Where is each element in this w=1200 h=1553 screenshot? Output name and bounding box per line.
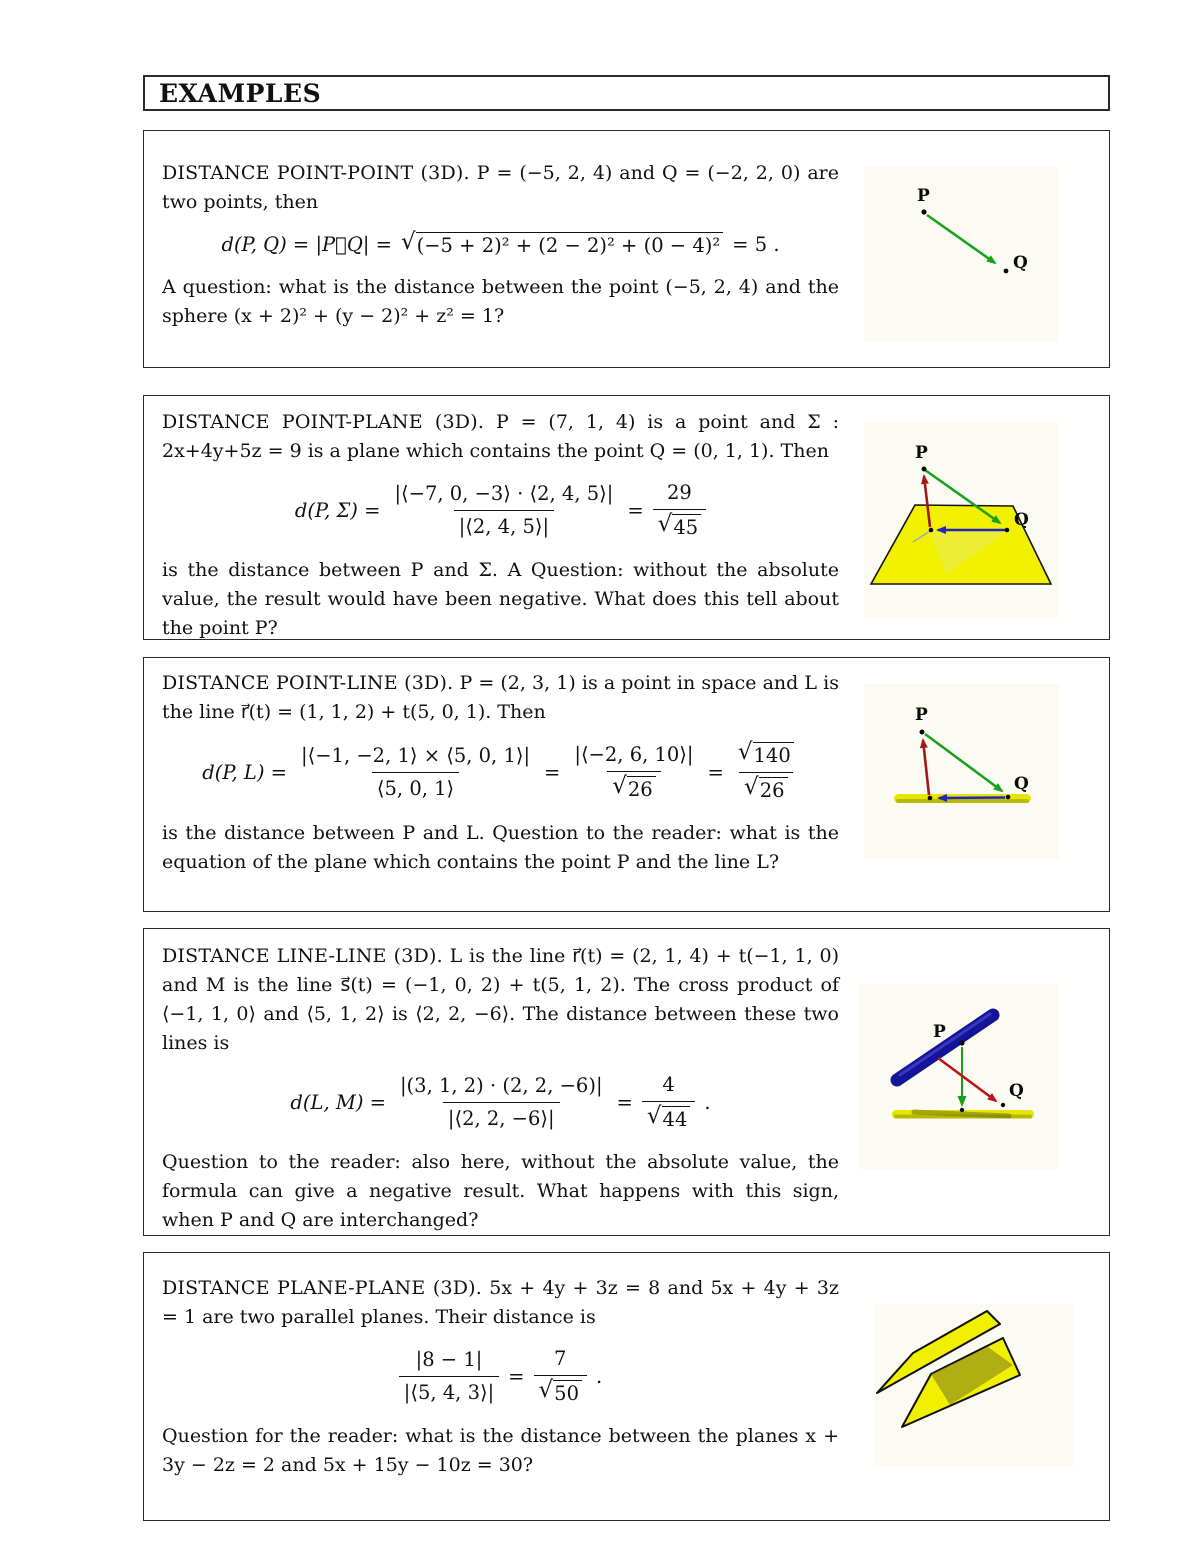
section-point-plane (143, 395, 1110, 640)
point-p-dot (959, 1040, 964, 1045)
point-p-dot (920, 730, 925, 735)
section-heading: DISTANCE POINT-POINT (3D). (162, 162, 470, 184)
foot-dot (960, 1108, 964, 1112)
denominator (607, 771, 660, 802)
section-outro: Question for the reader: what is the distance between the planes x + 3y − 2z = 2 and 5x + 15y − 10z = 30? (162, 1424, 839, 1476)
radicand: 140 (753, 742, 794, 768)
foot-dot (928, 796, 933, 801)
fraction (534, 1347, 587, 1407)
section-outro: is the distance between P and Σ. A Question: without the absolute value, the result would have been negative. What does this tell about the point P? (162, 558, 839, 639)
section-paragraph (162, 159, 839, 217)
formula-tail: . (704, 1090, 711, 1114)
fraction (642, 1073, 695, 1133)
denominator (653, 509, 706, 540)
fraction (653, 481, 706, 541)
section-intro: P = (−5, 2, 4) and Q = (−2, 2, 0) are two points, then (162, 162, 839, 213)
formula-plane-plane (162, 1347, 839, 1407)
figure-point-line (864, 684, 1059, 863)
denominator: |⟨2, 2, −6⟩| (443, 1102, 560, 1131)
section-outro: Question to the reader: also here, without the absolute value, the formula can give a negative result. What happens with this sign, when P and Q are interchanged? (162, 1150, 839, 1231)
equals-sign: = (707, 760, 724, 784)
section-text (162, 159, 839, 331)
projection-arrow (939, 798, 1005, 799)
formula-lhs: d(P, L) = (202, 760, 288, 784)
numerator: 4 (662, 1073, 675, 1096)
figure-background (864, 167, 1059, 342)
label-q: Q (1014, 510, 1029, 530)
figure-plane-plane (874, 1304, 1074, 1478)
examples-header-box (143, 75, 1110, 111)
label-p: P (915, 705, 928, 725)
section-intro: P = (2, 3, 1) is a point in space and L is the line r⃗(t) = (1, 1, 2) + t(5, 0, 1). Then (162, 672, 839, 723)
numerator: |8 − 1| (415, 1348, 483, 1371)
radicand: 26 (759, 777, 788, 803)
line-rod-shade (896, 799, 1029, 803)
section-text (162, 408, 839, 643)
point-q-dot (1006, 795, 1011, 800)
fraction (399, 1348, 499, 1406)
section-point-line (143, 657, 1110, 912)
label-p: P (915, 443, 928, 463)
label-p: P (917, 186, 930, 206)
equals-sign: = (627, 498, 644, 522)
formula-point-point (162, 229, 839, 258)
radical-sign: √ (538, 1377, 554, 1404)
square-root (400, 229, 723, 258)
denominator (642, 1101, 695, 1132)
fraction (733, 739, 799, 804)
fraction (389, 482, 618, 540)
numerator: 29 (666, 481, 692, 504)
section-intro: 5x + 4y + 3z = 8 and 5x + 4y + 3z = 1 are two parallel planes. Their distance is (162, 1277, 839, 1328)
figure-point-plane (864, 422, 1059, 622)
formula-line-line (162, 1073, 839, 1133)
section-plane-plane (143, 1252, 1110, 1521)
denominator: |⟨5, 4, 3⟩| (399, 1376, 499, 1405)
fraction (395, 1074, 608, 1132)
section-outro: A question: what is the distance between the point (−5, 2, 4) and the sphere (x + 2)² + (y − 2)² + z² = 1? (162, 276, 839, 328)
section-heading: DISTANCE POINT-PLANE (3D). (162, 411, 485, 433)
radicand: 44 (662, 1106, 691, 1132)
section-paragraph (162, 942, 839, 1058)
formula-lhs: d(P, Σ) = (294, 498, 381, 522)
equals-sign: = (616, 1090, 633, 1114)
point-q-dot (1001, 1103, 1005, 1107)
formula-lhs: d(L, M) = (290, 1090, 386, 1114)
numerator: 7 (554, 1347, 567, 1370)
label-q: Q (1009, 1081, 1024, 1101)
radical-sign: √ (646, 1103, 662, 1130)
denominator (534, 1375, 587, 1406)
section-paragraph (162, 669, 839, 727)
figure-background (859, 984, 1059, 1169)
section-paragraph (162, 408, 839, 466)
section-text (162, 942, 839, 1235)
label-q: Q (1013, 253, 1028, 273)
page-title: EXAMPLES (159, 79, 322, 108)
radical-sign: √ (612, 773, 627, 800)
equals-sign: = (544, 760, 561, 784)
section-line-line (143, 928, 1110, 1236)
figure-point-point (864, 167, 1059, 346)
radicand: (−5 + 2)² + (2 − 2)² + (0 − 4)² (416, 232, 724, 258)
foot-dot (929, 528, 934, 533)
numerator: |⟨−2, 6, 10⟩| (574, 743, 694, 766)
section-heading: DISTANCE POINT-LINE (3D). (162, 672, 454, 694)
radical-sign: √ (744, 774, 759, 801)
formula-point-plane (162, 481, 839, 541)
point-q-dot (1004, 269, 1009, 274)
figure-background (864, 684, 1059, 859)
denominator: |⟨2, 4, 5⟩| (454, 510, 554, 539)
denominator (739, 772, 792, 803)
section-text (162, 1274, 839, 1480)
numerator: |⟨−7, 0, −3⟩ · ⟨2, 4, 5⟩| (394, 482, 614, 505)
fraction (296, 744, 535, 802)
section-paragraph (162, 1274, 839, 1332)
numerator: |(3, 1, 2) · (2, 2, −6)| (399, 1074, 603, 1097)
formula-tail: . (596, 1364, 603, 1388)
label-p: P (933, 1022, 946, 1042)
section-intro: L is the line r⃗(t) = (2, 1, 4) + t(−1, 1, 0) and M is the line s⃗(t) = (−1, 0, 2) + t(5, 1, 2). The cross product of ⟨−1, 1, 0⟩ and ⟨5, 1, 2⟩ is ⟨2, 2, −6⟩. The distance between these two lines is (162, 945, 839, 1054)
label-q: Q (1014, 774, 1029, 794)
section-point-point (143, 130, 1110, 368)
point-q-dot (1005, 528, 1010, 533)
formula-lhs: d(P, Q) = |P⃗Q| = (221, 233, 392, 256)
radical-sign: √ (400, 229, 416, 255)
formula-point-line (162, 739, 839, 804)
section-heading: DISTANCE LINE-LINE (3D). (162, 945, 443, 967)
section-outro: is the distance between P and L. Question to the reader: what is the equation of the plane which contains the point P and the line L? (162, 821, 839, 873)
radical-sign: √ (737, 739, 753, 765)
fraction (569, 743, 698, 803)
formula-rhs: = 5 . (732, 233, 780, 256)
point-p-dot (921, 209, 926, 214)
radicand: 45 (672, 514, 701, 540)
section-intro: P = (7, 1, 4) is a point and Σ : 2x+4y+5z = 9 is a plane which contains the point Q = (0, 1, 1). Then (162, 411, 839, 462)
equals-sign: = (508, 1364, 525, 1388)
figure-line-line (859, 984, 1059, 1178)
denominator: ⟨5, 0, 1⟩ (372, 772, 459, 801)
numerator: |⟨−1, −2, 1⟩ × ⟨5, 0, 1⟩| (301, 744, 531, 767)
radical-sign: √ (657, 511, 673, 538)
point-p-dot (922, 467, 927, 472)
numerator (733, 739, 799, 772)
radicand: 50 (553, 1380, 582, 1406)
section-heading: DISTANCE PLANE-PLANE (3D). (162, 1277, 483, 1299)
radicand: 26 (627, 776, 656, 802)
section-text (162, 669, 839, 877)
